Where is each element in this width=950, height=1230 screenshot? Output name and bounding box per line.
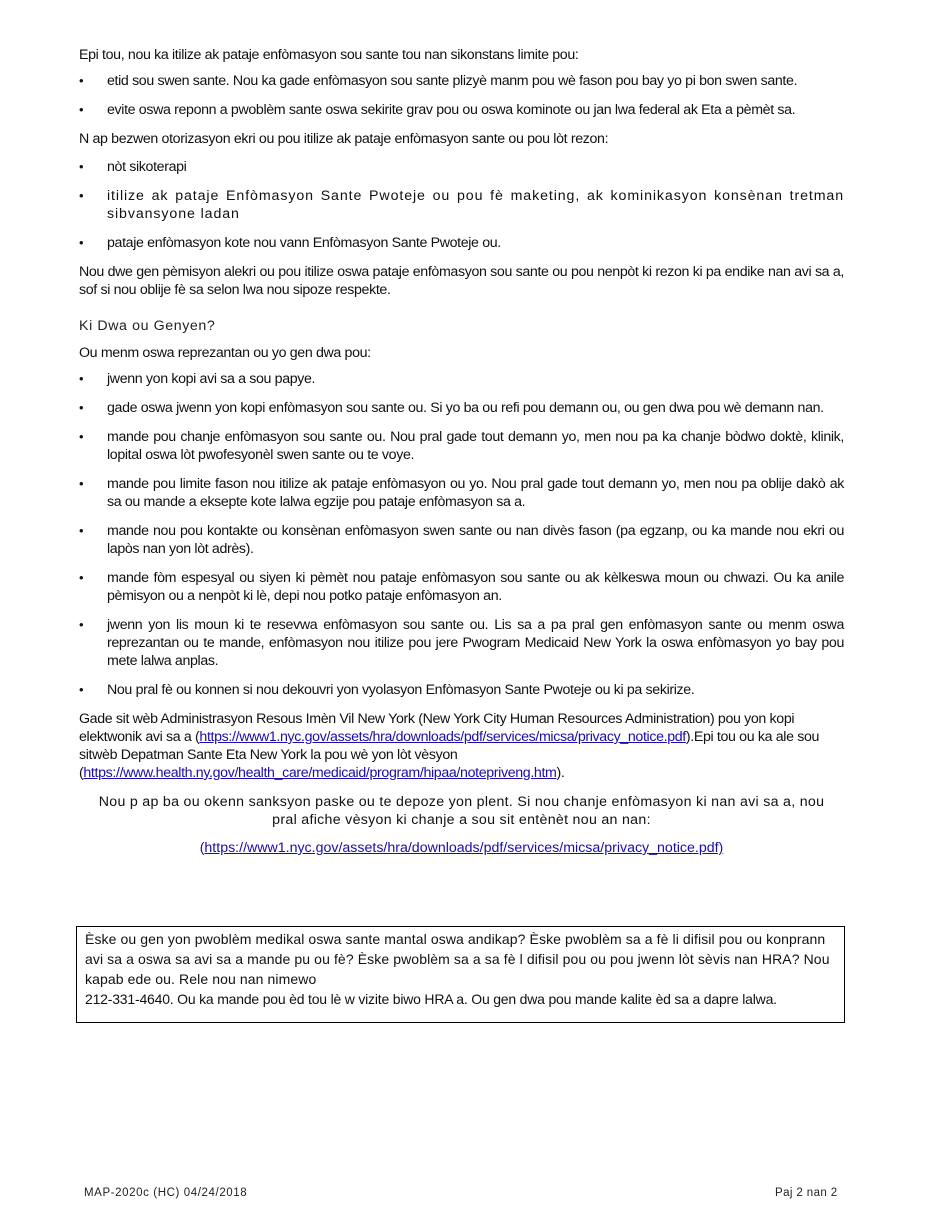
bullet-icon: • (79, 523, 84, 538)
form-id: MAP-2020c (HC) 04/24/2018 (84, 1187, 248, 1199)
list-item: • mande nou pou kontakte ou konsènan enfòmasyon swen sante ou nan divès fason (pa egzanp, ou ka mande nou ekri ou lapòs nan yon lòt adrès). (79, 523, 844, 557)
privacy-notice-link[interactable]: https://www1.nyc.gov/assets/hra/downloads/pdf/services/micsa/privacy_notice.pdf) (204, 840, 724, 856)
list-item: • nòt sikoterapi (79, 159, 187, 175)
help-box-text: Èske ou gen yon pwoblèm medikal oswa sante mantal oswa andikap? Èske pwoblèm sa a fè li difisil pou ou konprann avi sa a oswa sa avi sa a mande pu ou fè? Èske pwoblèm sa a sa fè l difisil pou ou pou jwenn lòt sèvis nan HRA? Nou kapab ede ou. Rele nou nan nimewo (85, 931, 830, 987)
help-box-phone-text: 212-331-4640. Ou ka mande pou èd tou lè w vizite biwo HRA a. Ou gen dwa pou mande kalite èd sa a dapre lalwa. (85, 991, 777, 1007)
sensitive-list (79, 72, 844, 119)
list-item: • evite oswa reponn a pwoblèm sante oswa sekirite grav pou ou oswa kominote ou jan lwa federal ak Eta a pèmèt sa. (79, 102, 796, 118)
bullet-icon: • (79, 102, 84, 117)
bullet-icon: • (79, 570, 84, 585)
nys-health-hipaa-link[interactable]: https://www.health.ny.gov/health_care/medicaid/program/hipaa/notepriveng.htm (83, 765, 557, 781)
list-item: • Nou pral fè ou konnen si nou dekouvri yon vyolasyon Enfòmasyon Sante Pwoteje ou ki pa sekirize. (79, 682, 695, 698)
list-item: • itilize ak pataje Enfòmasyon Sante Pwoteje ou pou fè maketing, ak kominikasyon konsènan tretman sibvansyone ladan (79, 188, 844, 222)
hra-privacy-notice-link[interactable]: https://www1.nyc.gov/assets/hra/downloads/pdf/services/micsa/privacy_notice.pdf (199, 729, 686, 745)
intro-written: N ap bezwen otorizasyon ekri ou pou itilize ak pataje enfòmasyon sante ou pou lòt rezon: (79, 131, 609, 147)
rights-intro: Ou menm oswa reprezantan ou yo gen dwa pou: (79, 345, 371, 361)
help-box (76, 926, 845, 1023)
list-item: • mande pou chanje enfòmasyon sou sante ou. Nou pral gade tout demann yo, men nou pa ka chanje bòdwo doktè, klinik, lopital oswa lòt pwofesyonèl swen sante ou te voye. (79, 429, 844, 463)
bullet-icon: • (79, 73, 84, 88)
complaint-notice: Nou p ap ba ou okenn sanksyon paske ou te depoze yon plent. Si nou chanje enfòmasyon ki nan avi sa a, nou pral afiche vèsyon ki chanje a sou sit entènèt nou an nan: (98, 794, 825, 828)
website-paragraph: Gade sit wèb Administrasyon Resous Imèn Vil New York (New York City Human Resources Administration) pou yon kopi elektwonik avi sa a (https://www1.nyc.gov/assets/hra/downloads/pdf/services/micsa/privacy_notice.pdf).Epi tou ou ka ale sou sitwèb Depatman Sante Eta New York la pou wè yon lòt vèsyon (https://www.health.ny.gov/health_care/medicaid/program/hipaa/notepriveng.htm). (79, 711, 820, 781)
written-list (79, 158, 844, 252)
bullet-icon: • (79, 188, 85, 203)
bullet-icon: • (79, 429, 84, 444)
intro-sensitive: Epi tou, nou ka itilize ak pataje enfòmasyon sou sante tou nan sikonstans limite pou: (79, 47, 579, 63)
list-item: • gade oswa jwenn yon kopi enfòmasyon sou sante ou. Si yo ba ou refi pou demann ou, ou gen dwa pou wè demann nan. (79, 400, 824, 416)
privacy-notice-url: (https://www1.nyc.gov/assets/hra/downloads/pdf/services/micsa/privacy_notice.pdf) (199, 840, 724, 856)
list-item: • etid sou swen sante. Nou ka gade enfòmasyon sou sante plizyè manm pou wè fason pou bay yo pi bon swen sante. (79, 73, 798, 89)
bullet-icon: • (79, 476, 84, 491)
list-item: • mande fòm espesyal ou siyen ki pèmèt nou pataje enfòmasyon sou sante ou ak kèlkeswa moun ou chwazi. Ou ka anile pèmisyon ou a nenpòt ki lè, depi nou potko pataje enfòmasyon an. (79, 570, 844, 604)
bullet-icon: • (79, 159, 84, 174)
document-body (79, 46, 844, 857)
list-item: • jwenn yon kopi avi sa a sou papye. (79, 371, 316, 387)
bullet-icon: • (79, 682, 84, 697)
bullet-icon: • (79, 371, 84, 386)
list-item: • mande pou limite fason nou itilize ak pataje enfòmasyon ou yo. Nou pral gade tout demann yo, men nou pa oblije dakò ak sa ou mande a eksepte kote lalwa egzije pou pataje enfòmasyon sa a. (79, 476, 844, 510)
list-item: • jwenn yon lis moun ki te resevwa enfòmasyon sou sante ou. Lis sa a pa pral gen enfòmasyon sante ou menm oswa reprezantan ou te mande, enfòmasyon nou itilize pou jere Pwogram Medicaid New York la oswa enfòmasyon yo bay pou mete lalwa anplas. (79, 617, 844, 669)
rights-list (79, 370, 844, 699)
page-number: Paj 2 nan 2 (775, 1187, 838, 1199)
bullet-icon: • (79, 235, 84, 250)
rights-heading: Ki Dwa ou Genyen? (79, 318, 216, 334)
list-item: • pataje enfòmasyon kote nou vann Enfòmasyon Sante Pwoteje ou. (79, 235, 501, 251)
bullet-icon: • (79, 617, 84, 632)
bullet-icon: • (79, 400, 84, 415)
permission-paragraph: Nou dwe gen pèmisyon alekri ou pou itilize oswa pataje enfòmasyon sou sante ou pou nenpòt ki rezon ki pa endike nan avi sa a, sof si nou oblije fè sa selon lwa nou sipoze respekte. (79, 264, 844, 298)
